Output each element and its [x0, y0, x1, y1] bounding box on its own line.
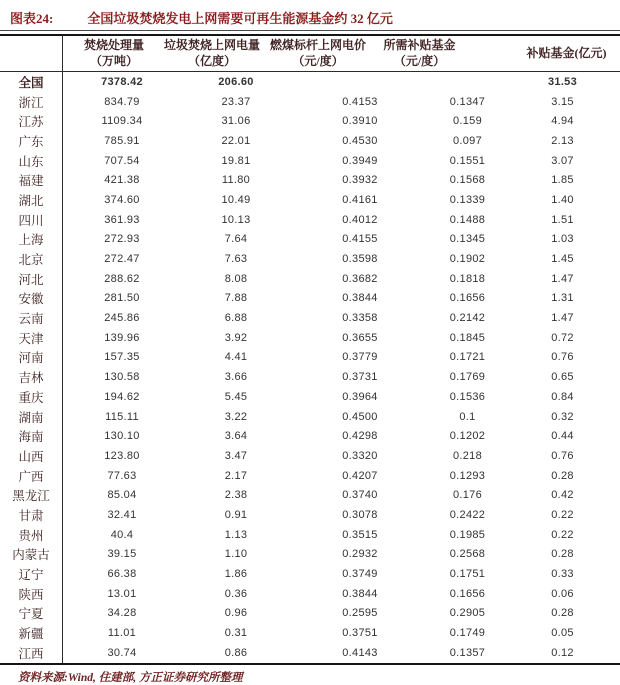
- value-cell: 206.60: [218, 75, 254, 88]
- value-cell: 0.3964: [342, 390, 378, 403]
- table-row: [0, 446, 620, 466]
- value-cell: 361.93: [104, 213, 140, 226]
- region-cell: 内蒙古: [12, 548, 50, 563]
- value-cell: 0.2142: [449, 312, 486, 325]
- value-cell: 1.47: [551, 312, 574, 325]
- value-cell: 0.3751: [342, 627, 378, 640]
- value-cell: 3.22: [224, 410, 248, 423]
- value-cell: 0.3320: [342, 449, 378, 462]
- value-cell: 0.32: [551, 410, 574, 423]
- value-cell: 3.47: [224, 449, 248, 462]
- value-cell: 0.3655: [342, 331, 378, 344]
- value-cell: 0.1488: [449, 213, 486, 226]
- region-cell: 云南: [18, 312, 44, 327]
- value-cell: 0.4298: [342, 430, 378, 443]
- value-cell: 0.3598: [342, 253, 378, 266]
- region-cell: 新疆: [18, 627, 44, 642]
- region-cell: 江苏: [18, 115, 44, 130]
- value-cell: 0.1536: [449, 390, 486, 403]
- value-cell: 0.28: [551, 607, 574, 620]
- value-cell: 0.22: [551, 528, 574, 541]
- value-cell: 281.50: [104, 292, 140, 305]
- value-cell: 1.85: [551, 174, 574, 187]
- table-row: [0, 367, 620, 387]
- region-cell: 湖北: [18, 193, 44, 208]
- region-cell: 甘肃: [18, 508, 44, 523]
- value-cell: 11.80: [221, 174, 251, 187]
- region-cell: 全国: [18, 75, 44, 90]
- value-cell: 785.91: [104, 134, 140, 147]
- region-cell: 浙江: [18, 95, 44, 110]
- value-cell: 13.01: [107, 587, 137, 600]
- value-cell: 3.07: [551, 154, 574, 167]
- value-cell: 6.88: [224, 312, 248, 325]
- value-cell: 0.42: [551, 489, 574, 502]
- value-cell: 0.3682: [342, 272, 378, 285]
- table-row: [0, 466, 620, 486]
- value-cell: 130.58: [104, 371, 140, 384]
- table-row: [0, 92, 620, 112]
- value-cell: 2.17: [224, 469, 248, 482]
- value-cell: 0.3749: [342, 568, 378, 581]
- region-cell: 广东: [18, 134, 44, 149]
- value-cell: 0.91: [224, 508, 248, 521]
- value-cell: 0.4155: [342, 233, 378, 246]
- value-cell: 0.1357: [449, 646, 486, 659]
- data-table: [0, 34, 620, 665]
- region-cell: 江西: [18, 646, 44, 661]
- value-cell: 32.41: [107, 508, 137, 521]
- table-row: [0, 584, 620, 604]
- region-cell: 广西: [18, 469, 44, 484]
- table-row: [0, 308, 620, 328]
- value-cell: 0.1818: [449, 272, 486, 285]
- value-cell: 194.62: [104, 390, 140, 403]
- region-cell: 天津: [18, 331, 44, 346]
- value-cell: 0.3949: [342, 154, 378, 167]
- region-cell: 北京: [18, 253, 44, 268]
- value-cell: 0.1902: [449, 253, 486, 266]
- value-cell: 0.097: [452, 134, 483, 147]
- region-cell: 湖南: [18, 410, 44, 425]
- table-row: [0, 210, 620, 230]
- table-row: [0, 111, 620, 131]
- value-cell: 2.38: [224, 489, 248, 502]
- value-cell: 39.15: [107, 548, 137, 561]
- table-body: [0, 72, 620, 663]
- table-row: [0, 407, 620, 427]
- region-cell: 河北: [18, 272, 44, 287]
- value-cell: 85.04: [107, 489, 137, 502]
- value-cell: 0.1845: [449, 331, 486, 344]
- value-cell: 7378.42: [101, 75, 143, 88]
- value-cell: 0.3515: [342, 528, 378, 541]
- value-cell: 245.86: [104, 312, 140, 325]
- value-cell: 1.86: [224, 568, 248, 581]
- value-cell: 0.3078: [342, 508, 378, 521]
- table-row: [0, 170, 620, 190]
- value-cell: 0.1202: [449, 430, 486, 443]
- value-cell: 0.12: [551, 646, 574, 659]
- region-cell: 上海: [18, 233, 44, 248]
- value-cell: 0.1656: [449, 292, 486, 305]
- value-cell: 1.47: [551, 272, 574, 285]
- value-cell: 1.03: [551, 233, 574, 246]
- region-cell: 四川: [18, 213, 44, 228]
- value-cell: 0.4207: [342, 469, 378, 482]
- value-cell: 0.1749: [449, 627, 486, 640]
- region-cell: 宁夏: [18, 607, 44, 622]
- table-row: [0, 387, 620, 407]
- value-cell: 272.47: [104, 253, 140, 266]
- table-row: [0, 426, 620, 446]
- value-cell: 4.41: [224, 351, 248, 364]
- value-cell: 0.3910: [342, 115, 378, 128]
- region-cell: 海南: [18, 430, 44, 445]
- value-cell: 0.4500: [342, 410, 378, 423]
- value-cell: 10.49: [221, 193, 251, 206]
- value-cell: 123.80: [104, 449, 140, 462]
- value-cell: 1.40: [551, 193, 574, 206]
- value-cell: 0.76: [551, 449, 574, 462]
- value-cell: 0.06: [551, 587, 574, 600]
- value-cell: 22.01: [221, 134, 251, 147]
- table-row: [0, 604, 620, 624]
- value-cell: 0.218: [452, 449, 483, 462]
- table-row: [0, 485, 620, 505]
- value-cell: 0.3731: [342, 371, 378, 384]
- table-row: [0, 269, 620, 289]
- table-row: [0, 505, 620, 525]
- value-cell: 0.96: [224, 607, 248, 620]
- value-cell: 0.3740: [342, 489, 378, 502]
- value-cell: 10.13: [221, 213, 251, 226]
- table-row: [0, 328, 620, 348]
- value-cell: 4.94: [551, 115, 574, 128]
- value-cell: 0.1347: [449, 95, 486, 108]
- table-row: [0, 525, 620, 545]
- table-row: [0, 643, 620, 663]
- value-cell: 0.76: [551, 351, 574, 364]
- value-cell: 0.4012: [342, 213, 378, 226]
- value-cell: 0.1985: [449, 528, 486, 541]
- table-row: [0, 190, 620, 210]
- value-cell: 0.3844: [342, 587, 378, 600]
- value-cell: 7.88: [224, 292, 248, 305]
- value-cell: 8.08: [224, 272, 248, 285]
- region-cell: 黑龙江: [12, 489, 50, 504]
- value-cell: 1.10: [224, 548, 248, 561]
- table-row: [0, 348, 620, 368]
- value-cell: 0.28: [551, 469, 574, 482]
- value-cell: 0.1339: [449, 193, 486, 206]
- value-cell: 157.35: [104, 351, 140, 364]
- region-cell: 辽宁: [18, 568, 44, 583]
- value-cell: 0.2905: [449, 607, 486, 620]
- value-cell: 288.62: [104, 272, 140, 285]
- value-cell: 11.01: [107, 627, 137, 640]
- value-cell: 707.54: [104, 154, 140, 167]
- value-cell: 130.10: [104, 430, 140, 443]
- table-row: [0, 545, 620, 565]
- table-row: [0, 151, 620, 171]
- value-cell: 1.45: [551, 253, 574, 266]
- value-cell: 0.1345: [449, 233, 486, 246]
- value-cell: 40.4: [110, 528, 134, 541]
- value-cell: 0.2932: [342, 548, 378, 561]
- value-cell: 0.84: [551, 390, 574, 403]
- column-header-subsidy-fund: 补贴基金(亿元): [526, 45, 607, 60]
- column-header-coal-benchmark-price: 燃煤标杆上网电价 （元/度）: [269, 37, 366, 68]
- value-cell: 0.72: [551, 331, 574, 344]
- value-cell: 0.4530: [342, 134, 378, 147]
- table-header-row: [0, 36, 620, 72]
- value-cell: 1.51: [551, 213, 574, 226]
- value-cell: 0.1656: [449, 587, 486, 600]
- value-cell: 3.92: [224, 331, 248, 344]
- value-cell: 0.3358: [342, 312, 378, 325]
- value-cell: 0.33: [551, 568, 574, 581]
- column-header-region: [0, 36, 62, 71]
- value-cell: 0.4161: [342, 193, 378, 206]
- value-cell: 0.28: [551, 548, 574, 561]
- table-row: [0, 249, 620, 269]
- value-cell: 31.06: [221, 115, 251, 128]
- value-cell: 421.38: [104, 174, 140, 187]
- value-cell: 0.2595: [342, 607, 378, 620]
- value-cell: 0.05: [551, 627, 574, 640]
- region-cell: 山西: [18, 449, 44, 464]
- value-cell: 34.28: [107, 607, 137, 620]
- value-cell: 3.15: [551, 95, 574, 108]
- value-cell: 0.3932: [342, 174, 378, 187]
- value-cell: 19.81: [221, 154, 251, 167]
- table-row: [0, 564, 620, 584]
- value-cell: 1.31: [551, 292, 574, 305]
- value-cell: 0.3779: [342, 351, 378, 364]
- column-header-grid-electricity: 垃圾焚烧上网电量 （亿度）: [163, 37, 260, 68]
- value-cell: 77.63: [107, 469, 137, 482]
- region-cell: 山东: [18, 154, 44, 169]
- value-cell: 0.2568: [449, 548, 486, 561]
- table-row: [0, 230, 620, 250]
- value-cell: 0.36: [224, 587, 248, 600]
- value-cell: 0.44: [551, 430, 574, 443]
- value-cell: 0.3844: [342, 292, 378, 305]
- table-row: [0, 289, 620, 309]
- value-cell: 7.64: [224, 233, 248, 246]
- value-cell: 66.38: [107, 568, 137, 581]
- value-cell: 7.63: [224, 253, 248, 266]
- value-cell: 23.37: [221, 95, 251, 108]
- value-cell: 0.159: [452, 115, 483, 128]
- value-cell: 374.60: [104, 193, 140, 206]
- value-cell: 3.66: [224, 371, 248, 384]
- value-cell: 0.1751: [449, 568, 486, 581]
- value-cell: 139.96: [104, 331, 140, 344]
- value-cell: 0.86: [224, 646, 248, 659]
- table-row: [0, 131, 620, 151]
- value-cell: 5.45: [224, 390, 248, 403]
- figure-header: [0, 0, 620, 31]
- region-cell: 重庆: [18, 390, 44, 405]
- value-cell: 834.79: [104, 95, 140, 108]
- value-cell: 30.74: [107, 646, 137, 659]
- value-cell: 3.64: [224, 430, 248, 443]
- region-cell: 吉林: [18, 371, 44, 386]
- table-row: [0, 623, 620, 643]
- value-cell: 0.31: [224, 627, 248, 640]
- column-header-incineration-volume: 焚烧处理量 （万吨）: [83, 37, 144, 68]
- value-cell: 0.4153: [342, 95, 378, 108]
- value-cell: 0.22: [551, 508, 574, 521]
- value-cell: 115.11: [105, 410, 139, 423]
- value-cell: 0.1: [459, 410, 476, 423]
- value-cell: 2.13: [551, 134, 574, 147]
- source-note: 资料来源:Wind, 住建部, 方正证券研究所整理: [18, 671, 243, 684]
- value-cell: 0.1568: [449, 174, 486, 187]
- region-cell: 河南: [18, 351, 44, 366]
- value-cell: 1109.34: [101, 115, 143, 128]
- region-cell: 安徽: [18, 292, 44, 307]
- value-cell: 0.65: [551, 371, 574, 384]
- figure-label: 图表24:: [10, 11, 54, 26]
- region-cell: 福建: [18, 174, 44, 189]
- value-cell: 0.176: [452, 489, 483, 502]
- figure-title: 全国垃圾焚烧发电上网需要可再生能源基金约 32 亿元: [87, 11, 393, 26]
- value-cell: 0.1721: [449, 351, 486, 364]
- value-cell: 0.4143: [342, 646, 378, 659]
- value-cell: 1.13: [224, 528, 248, 541]
- value-cell: 0.1293: [449, 469, 486, 482]
- value-cell: 272.93: [104, 233, 140, 246]
- value-cell: 0.1769: [449, 371, 486, 384]
- region-cell: 陕西: [18, 587, 44, 602]
- column-header-required-subsidy: 所需补贴基金 （元/度）: [383, 37, 456, 68]
- column-divider-line: [62, 36, 63, 663]
- region-cell: 贵州: [18, 528, 44, 543]
- value-cell: 31.53: [547, 75, 578, 88]
- value-cell: 0.1551: [449, 154, 486, 167]
- table-row: [0, 72, 620, 92]
- value-cell: 0.2422: [449, 508, 486, 521]
